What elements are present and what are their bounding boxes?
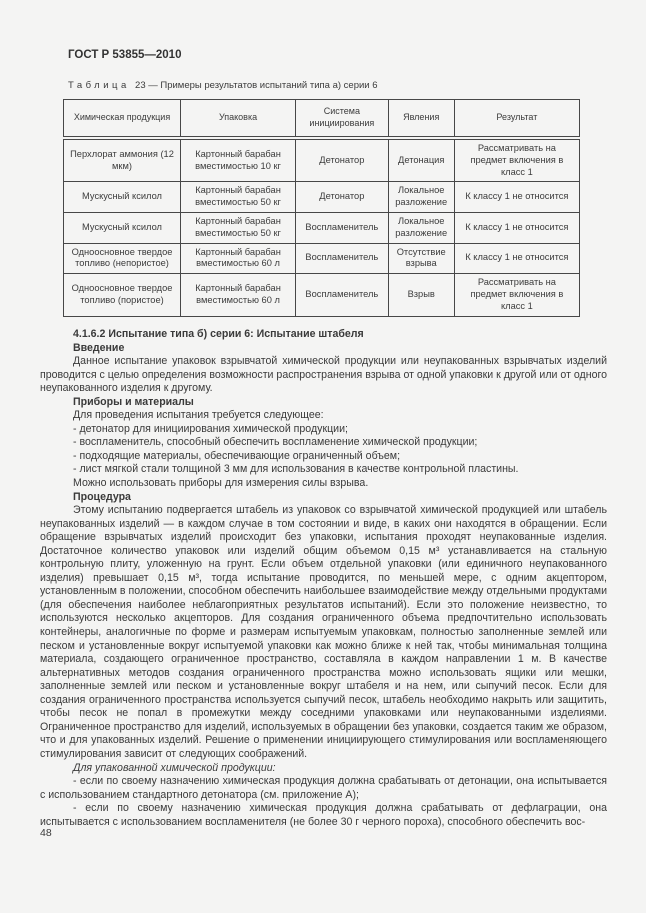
table-row [64,182,580,213]
devices-note-paragraph: Можно использовать приборы для измерения силы взрыва. [73,477,369,490]
cell-initiation: Воспламенитель [296,274,389,316]
cell-product: Мускусный ксилол [64,212,181,243]
table-row [64,243,580,274]
cell-packaging: Картонный барабан вместимостью 50 кг [181,182,296,213]
list-item-detonator: - детонатор для инициирования химической продукции; [73,422,348,435]
introduction-paragraph: Данное испытание упаковок взрывчатой химической продукции или неупакованных взрывчатых изделий проводится с целью определения возможности распространения взрыва от одной упаковки к другой или от одного неупакованного изделия к другому. [40,355,607,395]
standard-number: ГОСТ Р 53855—2010 [68,49,182,61]
column-header-chemical-product: Химическая продукция [64,100,181,139]
cell-initiation: Воспламенитель [296,243,389,274]
cell-packaging: Картонный барабан вместимостью 60 л [181,274,296,316]
column-header-initiation-system: Система инициирования [296,100,389,139]
cell-result: Рассматривать на предмет включения в класс 1 [454,138,579,182]
body-text [40,328,607,829]
section-heading-4-1-6-2: 4.1.6.2 Испытание типа б) серии 6: Испытание штабеля [73,328,364,340]
list-item-materials: - подходящие материалы, обеспечивающие ограниченный объем; [73,449,401,462]
cell-result: К классу 1 не относится [454,212,579,243]
cell-result: Рассматривать на предмет включения в класс 1 [454,274,579,316]
table-header-row [64,100,580,139]
test-results-table [63,99,580,317]
table-caption-label: Таблица [68,80,130,91]
cell-packaging: Картонный барабан вместимостью 50 кг [181,212,296,243]
cell-product: Одноосновное твердое топливо (пористое) [64,274,181,316]
cell-result: К классу 1 не относится [454,182,579,213]
packed-products-intro: Для упакованной химической продукции: [73,761,276,774]
cell-product: Перхлорат аммония (12 мкм) [64,138,181,182]
procedure-paragraph: Этому испытанию подвергается штабель из упаковок со взрывчатой химической продукцией или штабель неупакованных изделий — в каждом случае в том состоянии и виде, в каких они находятся в обращении. Если обращение взрывчатых изделий происходит без упаковки, испытания проходят неупакованные изделия. Достаточное количество упаковок или изделий общим объемом 0,15 м³ устанавливается на стальную контрольную плиту, уложенную на грунт. Если объем отдельной упаковки (или единичного неупакованного изделия) превышает 0,15 м³, тогда испытание проводится, по меньшей мере, с одним акцептором, установленным в положении, способном обеспечить наибольшее взаимодействие между отдельными продуктами (для обеспечения наиболее неблагоприятных результатов испытаний). Если это положение неизвестно, то используются несколько акцепторов. Для создания ограниченного объема предпочтительно использовать контейнеры, аналогичные по форме и размерам испытуемым упаковкам, полностью заполненные землей или песком и установленные вокруг испытуемой упаковки как можно ближе к ней так, чтобы минимальная толщина материала, создающего ограниченное пространство, составляла в каждом направлении 1 м. В качестве альтернативных методов создания ограниченного пространства можно использовать ящики или мешки, заполненные землей или песком и установленные вокруг штабеля и на нем, или сыпучий песок. Если для создания ограниченного пространства используется сыпучий песок, штабель необходимо накрыть или защитить, чтобы песок не попал в промежутки между соседними упаковками или неупакованными изделиями. Ограниченное пространство для изделий, используемых в обращении без упаковки, создается таким же образом, что и для упакованных изделий. Решение о применении инициирующего стимулирования или воспламеняющего стимулирования зависит от следующих соображений. [40,504,607,760]
table-caption-title: 23 — Примеры результатов испытаний типа а) серии 6 [135,80,378,91]
table-row [64,274,580,316]
column-header-result: Результат [454,100,579,139]
cell-events: Локальное разложение [388,212,454,243]
list-item-steel-sheet: - лист мягкой стали толщиной 3 мм для использования в качестве контрольной пластины. [73,463,519,476]
introduction-heading: Введение [73,341,125,354]
procedure-heading: Процедура [73,490,131,503]
cell-initiation: Воспламенитель [296,212,389,243]
cell-events: Детонация [388,138,454,182]
cell-product: Одноосновное твердое топливо (непористое) [64,243,181,274]
cell-events: Локальное разложение [388,182,454,213]
cell-result: К классу 1 не относится [454,243,579,274]
table-caption [68,80,378,91]
page-number: 48 [40,827,52,839]
cell-events: Отсутствие взрыва [388,243,454,274]
table-row [64,138,580,182]
column-header-packaging: Упаковка [181,100,296,139]
devices-intro-paragraph: Для проведения испытания требуется следующее: [73,409,324,422]
cell-packaging: Картонный барабан вместимостью 60 л [181,243,296,274]
cell-events: Взрыв [388,274,454,316]
cell-initiation: Детонатор [296,138,389,182]
cell-packaging: Картонный барабан вместимостью 10 кг [181,138,296,182]
cell-product: Мускусный ксилол [64,182,181,213]
list-item-deflagration-case: - если по своему назначению химическая продукция должна срабатывать от дефлаграции, она испытывается с использованием воспламенителя (не более 30 г черного пороха), способного обеспечить вос- [40,802,607,828]
list-item-igniter: - воспламенитель, способный обеспечить воспламенение химической продукции; [73,436,478,449]
column-header-events: Явления [388,100,454,139]
devices-materials-heading: Приборы и материалы [73,395,194,408]
cell-initiation: Детонатор [296,182,389,213]
list-item-detonation-case: - если по своему назначению химическая продукция должна срабатывать от детонации, она испытывается с использованием стандартного детонатора (см. приложение А); [40,775,607,801]
table-row [64,212,580,243]
